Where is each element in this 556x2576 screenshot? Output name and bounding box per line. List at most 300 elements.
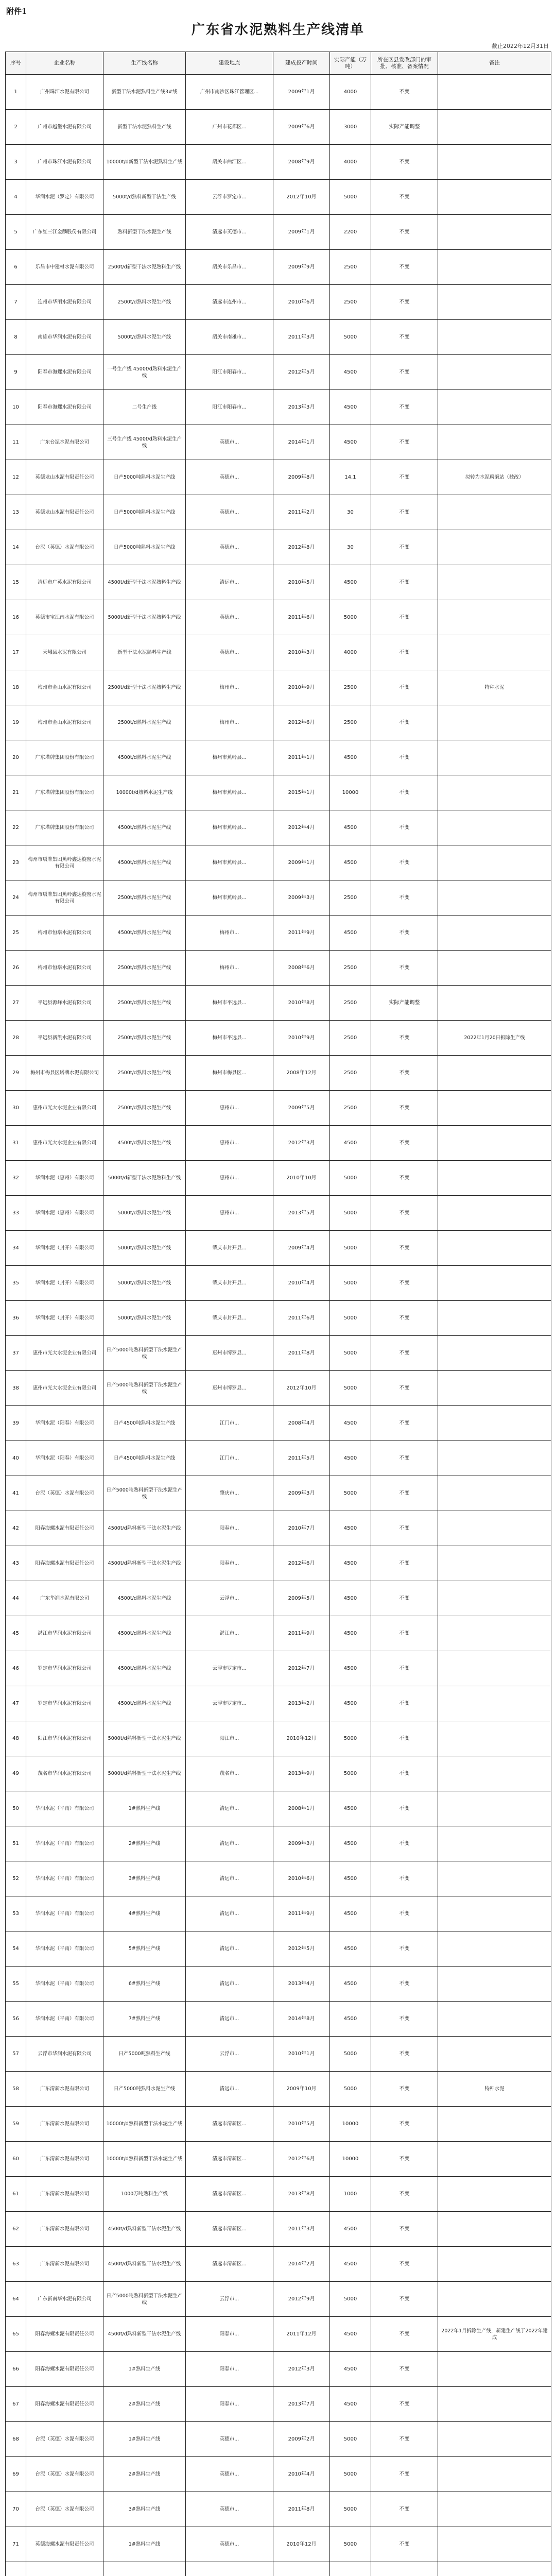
table-row xyxy=(6,215,551,250)
cell-status: 不变 xyxy=(371,2247,438,2282)
cell-no: 70 xyxy=(6,2492,26,2527)
cell-line: 4500t/d熟料水泥生产线 xyxy=(103,1616,186,1651)
cell-line: 10000t/d新型干法水泥熟料生产线 xyxy=(103,145,186,180)
table-row xyxy=(6,355,551,390)
cell-company: 连州市华丽水泥有限公司 xyxy=(26,285,103,320)
cell-status: 不变 xyxy=(371,1756,438,1791)
cell-place: 英德市... xyxy=(186,460,273,495)
table-row xyxy=(6,1231,551,1266)
cell-place: 江门市... xyxy=(186,1441,273,1476)
cell-note xyxy=(438,880,551,916)
cell-place: 英德市... xyxy=(186,2527,273,2562)
cell-no: 20 xyxy=(6,740,26,775)
cell-place: 清远市... xyxy=(186,1826,273,1861)
cell-company: 天峨县水泥有限公司 xyxy=(26,635,103,670)
cell-date: 2009年10月 xyxy=(273,2072,330,2107)
table-row xyxy=(6,1896,551,1931)
cell-note xyxy=(438,2352,551,2387)
cell-status: 不变 xyxy=(371,740,438,775)
cell-company: 惠州市光大水泥企业有限公司 xyxy=(26,1126,103,1161)
cell-note xyxy=(438,2037,551,2072)
cell-line: 日产5000吨熟料新型干法水泥生产线 xyxy=(103,1371,186,1406)
cell-company: 华润水泥（惠州）有限公司 xyxy=(26,1196,103,1231)
table-row xyxy=(6,986,551,1021)
cell-date: 2009年3月 xyxy=(273,1826,330,1861)
cell-status: 不变 xyxy=(371,2072,438,2107)
cell-note xyxy=(438,2247,551,2282)
cell-no: 46 xyxy=(6,1651,26,1686)
cell-place: 英德市... xyxy=(186,2492,273,2527)
cell-date: 2010年7月 xyxy=(273,1511,330,1546)
table-row xyxy=(6,951,551,986)
cell-place: 英德市... xyxy=(186,425,273,460)
cell-no: 57 xyxy=(6,2037,26,2072)
cell-date: 2012年6月 xyxy=(273,705,330,740)
cell-line xyxy=(103,2562,186,2576)
as-of-date: 截止2022年12月31日 xyxy=(492,43,549,49)
table-row xyxy=(6,2072,551,2107)
cell-line: 2500t/d熟料水泥生产线 xyxy=(103,1056,186,1091)
cell-no: 11 xyxy=(6,425,26,460)
cell-company: 平远县新凯水泥有限公司 xyxy=(26,1021,103,1056)
cell-no: 30 xyxy=(6,1091,26,1126)
cell-line: 4500t/d熟料新型干法水泥生产线 xyxy=(103,2212,186,2247)
cell-company: 梅州市金山水泥有限公司 xyxy=(26,670,103,705)
cell-company: 云浮市华润水泥有限公司 xyxy=(26,2037,103,2072)
cell-no: 5 xyxy=(6,215,26,250)
cell-line: 日产4500吨熟料水泥生产线 xyxy=(103,1441,186,1476)
cell-place: 清远市清新区... xyxy=(186,2177,273,2212)
cell-place: 梅州市蕉岭县... xyxy=(186,845,273,880)
cell-company: 华润水泥（平南）有限公司 xyxy=(26,1826,103,1861)
cell-line: 4500t/d熟料新型干法水泥生产线 xyxy=(103,1546,186,1581)
cell-no: 13 xyxy=(6,495,26,530)
cell-cap: 2500 xyxy=(330,1021,371,1056)
table-row xyxy=(6,2457,551,2492)
cell-company: 阳春海螺水泥有限责任公司 xyxy=(26,1546,103,1581)
table-row xyxy=(6,2352,551,2387)
cell-note xyxy=(438,1581,551,1616)
cell-place: 梅州市... xyxy=(186,705,273,740)
cell-note xyxy=(438,1686,551,1721)
cell-place: 云浮市罗定市... xyxy=(186,180,273,215)
cell-place: 惠州市博罗县... xyxy=(186,1371,273,1406)
table-row xyxy=(6,2422,551,2457)
cell-note xyxy=(438,1371,551,1406)
cell-note xyxy=(438,1476,551,1511)
cell-status: 不变 xyxy=(371,495,438,530)
cell-company: 梅州市恒塔水泥有限公司 xyxy=(26,951,103,986)
cell-status: 不变 xyxy=(371,2317,438,2352)
cell-company: 乐昌市中建材水泥有限公司 xyxy=(26,250,103,285)
cell-cap: 14.1 xyxy=(330,460,371,495)
column-header: 建设地点 xyxy=(186,52,273,75)
cell-status: 不变 xyxy=(371,1896,438,1931)
cell-company: 梅州市塔牌集团蕉岭鑫达旋窑水泥有限公司 xyxy=(26,845,103,880)
cell-status: 不变 xyxy=(371,425,438,460)
cell-place: 英德市... xyxy=(186,530,273,565)
cell-date: 2012年10月 xyxy=(273,180,330,215)
cell-no: 24 xyxy=(6,880,26,916)
cell-date: 2011年8月 xyxy=(273,2492,330,2527)
cell-note xyxy=(438,1931,551,1967)
cell-status: 不变 xyxy=(371,2492,438,2527)
cell-note xyxy=(438,1861,551,1896)
cell-cap: 4500 xyxy=(330,1406,371,1441)
cell-date: 2010年8月 xyxy=(273,986,330,1021)
cell-status: 不变 xyxy=(371,250,438,285)
table-row xyxy=(6,2247,551,2282)
cell-line: 4500t/d熟料水泥生产线 xyxy=(103,1126,186,1161)
cell-line: 日产5000吨熟料新型干法水泥生产线 xyxy=(103,1476,186,1511)
cell-note xyxy=(438,530,551,565)
cell-note xyxy=(438,1266,551,1301)
cell-date: 2011年1月 xyxy=(273,740,330,775)
cell-status: 不变 xyxy=(371,810,438,845)
cell-place: 梅州市蕉岭县... xyxy=(186,880,273,916)
cell-place: 梅州市... xyxy=(186,916,273,951)
cell-place: 肇庆市封开县... xyxy=(186,1231,273,1266)
cell-place: 梅州市蕉岭县... xyxy=(186,740,273,775)
cell-note xyxy=(438,1231,551,1266)
cell-company: 罗定市华润水泥有限公司 xyxy=(26,1651,103,1686)
cell-date: 2013年2月 xyxy=(273,1686,330,1721)
cell-status: 不变 xyxy=(371,1056,438,1091)
cell-line: 5000t/d新型干法水泥熟料生产线 xyxy=(103,600,186,635)
cell-cap: 5000 xyxy=(330,2457,371,2492)
cell-no: 50 xyxy=(6,1791,26,1826)
cell-no: 17 xyxy=(6,635,26,670)
cell-line: 4500t/d熟料新型干法水泥生产线 xyxy=(103,1511,186,1546)
cell-company: 华润水泥（平南）有限公司 xyxy=(26,1931,103,1967)
cell-cap: 5000 xyxy=(330,1756,371,1791)
cell-no: 27 xyxy=(6,986,26,1021)
cell-company: 广东清新水泥有限公司 xyxy=(26,2247,103,2282)
cell-status: 不变 xyxy=(371,390,438,425)
cell-company: 华润水泥（阳春）有限公司 xyxy=(26,1441,103,1476)
cell-note xyxy=(438,495,551,530)
cell-company: 华润水泥（罗定）有限公司 xyxy=(26,180,103,215)
table-row xyxy=(6,1861,551,1896)
cell-status: 不变 xyxy=(371,1231,438,1266)
cell-status: 不变 xyxy=(371,2457,438,2492)
table-row xyxy=(6,1476,551,1511)
cell-company: 广东清新水泥有限公司 xyxy=(26,2072,103,2107)
cell-place: 梅州市蕉岭县... xyxy=(186,775,273,810)
cell-line: 4500t/d熟料水泥生产线 xyxy=(103,810,186,845)
cell-note xyxy=(438,1091,551,1126)
cell-place: 惠州市... xyxy=(186,1091,273,1126)
cell-cap: 4500 xyxy=(330,1791,371,1826)
cell-place: 惠州市博罗县... xyxy=(186,1336,273,1371)
cell-company: 英德龙山水泥有限责任公司 xyxy=(26,495,103,530)
cell-status xyxy=(371,2562,438,2576)
cell-place: 清远市... xyxy=(186,565,273,600)
attachment-label: 附件1 xyxy=(6,7,27,16)
cell-status: 不变 xyxy=(371,1826,438,1861)
cell-no: 32 xyxy=(6,1161,26,1196)
cell-no: 34 xyxy=(6,1231,26,1266)
cell-note xyxy=(438,705,551,740)
cell-status: 不变 xyxy=(371,951,438,986)
cell-status: 实际产能调整 xyxy=(371,110,438,145)
cell-note xyxy=(438,355,551,390)
cell-date: 2011年3月 xyxy=(273,2212,330,2247)
cell-note xyxy=(438,1126,551,1161)
cell-cap: 2500 xyxy=(330,285,371,320)
cell-place: 英德市... xyxy=(186,2457,273,2492)
cell-place: 云浮市罗定市... xyxy=(186,1651,273,1686)
table-row xyxy=(6,1266,551,1301)
cell-place: 惠州市... xyxy=(186,1126,273,1161)
cell-no: 39 xyxy=(6,1406,26,1441)
cell-no: 38 xyxy=(6,1371,26,1406)
cell-note xyxy=(438,1721,551,1756)
cell-status: 不变 xyxy=(371,1476,438,1511)
cell-line: 5000t/d熟料水泥生产线 xyxy=(103,1266,186,1301)
table-row xyxy=(6,1056,551,1091)
cell-place: 阳春市... xyxy=(186,2352,273,2387)
table-row xyxy=(6,2527,551,2562)
cell-status: 不变 xyxy=(371,1406,438,1441)
cell-cap: 5000 xyxy=(330,180,371,215)
cell-date: 2013年4月 xyxy=(273,1967,330,2002)
column-header: 生产线名称 xyxy=(103,52,186,75)
cell-note xyxy=(438,2492,551,2527)
cell-status: 不变 xyxy=(371,565,438,600)
table-row xyxy=(6,775,551,810)
cell-date: 2013年9月 xyxy=(273,1756,330,1791)
table-row xyxy=(6,2142,551,2177)
cell-place: 惠州市... xyxy=(186,1161,273,1196)
cell-note xyxy=(438,845,551,880)
cell-note xyxy=(438,250,551,285)
cell-place: 清远市... xyxy=(186,1791,273,1826)
cell-line: 2#熟料生产线 xyxy=(103,1826,186,1861)
cell-company: 阳春市海螺水泥有限公司 xyxy=(26,355,103,390)
cell-note xyxy=(438,2562,551,2576)
cell-no: 33 xyxy=(6,1196,26,1231)
table-row xyxy=(6,110,551,145)
cell-status: 不变 xyxy=(371,1546,438,1581)
cell-line: 5000t/d熟料新型干法水泥生产线 xyxy=(103,1756,186,1791)
cell-date: 2012年10月 xyxy=(273,1371,330,1406)
cell-cap: 4500 xyxy=(330,1126,371,1161)
cell-note xyxy=(438,2422,551,2457)
table-row xyxy=(6,425,551,460)
cell-status: 不变 xyxy=(371,1441,438,1476)
cell-status: 不变 xyxy=(371,2142,438,2177)
table-row xyxy=(6,1126,551,1161)
cell-line: 5000t/d熟料新型干法生产线 xyxy=(103,180,186,215)
cell-place: 阳江市阳春市... xyxy=(186,390,273,425)
cell-cap: 4500 xyxy=(330,845,371,880)
cell-note xyxy=(438,285,551,320)
cell-date: 2010年5月 xyxy=(273,2107,330,2142)
cell-company: 阳春海螺水泥有限责任公司 xyxy=(26,2387,103,2422)
cell-status: 不变 xyxy=(371,1266,438,1301)
cell-no: 51 xyxy=(6,1826,26,1861)
cell-note xyxy=(438,565,551,600)
cell-note xyxy=(438,1441,551,1476)
cell-date: 2014年1月 xyxy=(273,425,330,460)
cell-place: 广州市南沙区珠江管理区... xyxy=(186,75,273,110)
cell-cap: 5000 xyxy=(330,1161,371,1196)
cell-place: 阳春市... xyxy=(186,2317,273,2352)
cell-company: 华润水泥（封开）有限公司 xyxy=(26,1301,103,1336)
cell-date: 2008年1月 xyxy=(273,1791,330,1826)
cell-no: 69 xyxy=(6,2457,26,2492)
cell-no: 42 xyxy=(6,1511,26,1546)
cell-cap: 4500 xyxy=(330,1826,371,1861)
table-row xyxy=(6,2282,551,2317)
cell-note xyxy=(438,1651,551,1686)
cell-line: 2500t/d熟料水泥生产线 xyxy=(103,285,186,320)
table-row xyxy=(6,1721,551,1756)
cell-cap: 5000 xyxy=(330,1196,371,1231)
cell-status: 不变 xyxy=(371,1336,438,1371)
cell-company: 广州市越堡水泥有限公司 xyxy=(26,110,103,145)
cell-cap: 2500 xyxy=(330,705,371,740)
cell-company: 阳江市华润水泥有限公司 xyxy=(26,1721,103,1756)
cell-note xyxy=(438,145,551,180)
cell-status: 不变 xyxy=(371,2177,438,2212)
cell-line: 3#熟料生产线 xyxy=(103,1861,186,1896)
cell-cap: 4500 xyxy=(330,1616,371,1651)
cell-status: 不变 xyxy=(371,635,438,670)
cell-no: 48 xyxy=(6,1721,26,1756)
cell-date: 2009年4月 xyxy=(273,1231,330,1266)
cell-note xyxy=(438,916,551,951)
cell-place: 阳江市阳春市... xyxy=(186,355,273,390)
cell-line: 1000万吨熟料生产线 xyxy=(103,2177,186,2212)
table-row xyxy=(6,530,551,565)
cell-line: 1#熟料生产线 xyxy=(103,2527,186,2562)
cell-no: 19 xyxy=(6,705,26,740)
table-row xyxy=(6,880,551,916)
table-body xyxy=(6,75,551,2576)
cell-company: 罗定市华润水泥有限公司 xyxy=(26,1686,103,1721)
cell-status: 不变 xyxy=(371,2387,438,2422)
cell-no: 4 xyxy=(6,180,26,215)
cell-cap: 4500 xyxy=(330,2352,371,2387)
cell-cap: 4000 xyxy=(330,145,371,180)
cell-company: 湛江市华润水泥有限公司 xyxy=(26,1616,103,1651)
cell-company: 广州市珠江水泥有限公司 xyxy=(26,145,103,180)
cell-date: 2015年1月 xyxy=(273,775,330,810)
cell-status: 不变 xyxy=(371,285,438,320)
cell-company: 广东新南华水泥有限公司 xyxy=(26,2282,103,2317)
cell-date: 2010年6月 xyxy=(273,285,330,320)
table-row xyxy=(6,1336,551,1371)
table-row xyxy=(6,1651,551,1686)
cell-no: 56 xyxy=(6,2002,26,2037)
table-row xyxy=(6,1021,551,1056)
cell-date: 2014年8月 xyxy=(273,2002,330,2037)
cell-cap: 4500 xyxy=(330,810,371,845)
cell-no: 31 xyxy=(6,1126,26,1161)
cell-line: 5000t/d熟料新型干法水泥生产线 xyxy=(103,1721,186,1756)
cell-date: 2013年3月 xyxy=(273,390,330,425)
cell-no: 2 xyxy=(6,110,26,145)
cell-date: 2011年12月 xyxy=(273,2317,330,2352)
cell-line: 新型干法水泥熟料生产线 xyxy=(103,110,186,145)
cell-note xyxy=(438,1546,551,1581)
cell-cap: 4500 xyxy=(330,1967,371,2002)
cell-no: 21 xyxy=(6,775,26,810)
cell-place: 肇庆市封开县... xyxy=(186,1266,273,1301)
cell-no: 63 xyxy=(6,2247,26,2282)
table-row xyxy=(6,460,551,495)
cell-status: 不变 xyxy=(371,1616,438,1651)
cell-line: 1#熟料生产线 xyxy=(103,2352,186,2387)
cell-date: 2012年3月 xyxy=(273,1126,330,1161)
cell-no: 9 xyxy=(6,355,26,390)
cell-place: 梅州市... xyxy=(186,670,273,705)
cell-note xyxy=(438,1056,551,1091)
cell-cap: 5000 xyxy=(330,1371,371,1406)
cell-date: 2008年4月 xyxy=(273,1406,330,1441)
cell-line: 4500t/d熟料水泥生产线 xyxy=(103,916,186,951)
cell-note xyxy=(438,1826,551,1861)
cell-status: 不变 xyxy=(371,2422,438,2457)
cell-line: 2500t/d熟料水泥生产线 xyxy=(103,705,186,740)
cell-cap: 4500 xyxy=(330,1581,371,1616)
cell-note: 特种水泥 xyxy=(438,2072,551,2107)
cell-date: 2010年9月 xyxy=(273,1021,330,1056)
cell-line: 2500t/d熟料水泥生产线 xyxy=(103,1091,186,1126)
table-row xyxy=(6,390,551,425)
cell-company: 惠州市光大水泥企业有限公司 xyxy=(26,1336,103,1371)
cell-note xyxy=(438,1616,551,1651)
cell-place: 肇庆市... xyxy=(186,1476,273,1511)
cell-status: 不变 xyxy=(371,2212,438,2247)
cell-place: 清远市... xyxy=(186,2002,273,2037)
table-row xyxy=(6,1546,551,1581)
cell-status: 不变 xyxy=(371,1861,438,1896)
cell-cap: 2500 xyxy=(330,986,371,1021)
cell-status: 不变 xyxy=(371,2352,438,2387)
cell-cap: 5000 xyxy=(330,2072,371,2107)
cell-note xyxy=(438,75,551,110)
cell-note xyxy=(438,810,551,845)
table-row xyxy=(6,705,551,740)
cell-no: 12 xyxy=(6,460,26,495)
cell-company: 惠州市光大水泥企业有限公司 xyxy=(26,1091,103,1126)
cell-place: 梅州市... xyxy=(186,951,273,986)
cell-cap: 5000 xyxy=(330,1266,371,1301)
table-row xyxy=(6,635,551,670)
table-row xyxy=(6,740,551,775)
cell-cap: 30 xyxy=(330,530,371,565)
cell-status: 不变 xyxy=(371,320,438,355)
cell-line: 4500t/d熟料水泥生产线 xyxy=(103,845,186,880)
cell-status: 不变 xyxy=(371,2002,438,2037)
cell-cap: 4500 xyxy=(330,355,371,390)
cell-company: 广东塔牌集团股份有限公司 xyxy=(26,775,103,810)
cell-date: 2011年5月 xyxy=(273,1441,330,1476)
cell-status: 不变 xyxy=(371,845,438,880)
cell-status: 不变 xyxy=(371,1581,438,1616)
cell-line: 日产5000吨熟料水泥生产线 xyxy=(103,530,186,565)
column-header: 备注 xyxy=(438,52,551,75)
cell-company: 阳春海螺水泥有限责任公司 xyxy=(26,2352,103,2387)
cell-place: 清远市连州市... xyxy=(186,285,273,320)
table-row xyxy=(6,145,551,180)
cell-line: 3#熟料生产线 xyxy=(103,2492,186,2527)
cell-date: 2011年8月 xyxy=(273,1336,330,1371)
cell-cap: 5000 xyxy=(330,1476,371,1511)
